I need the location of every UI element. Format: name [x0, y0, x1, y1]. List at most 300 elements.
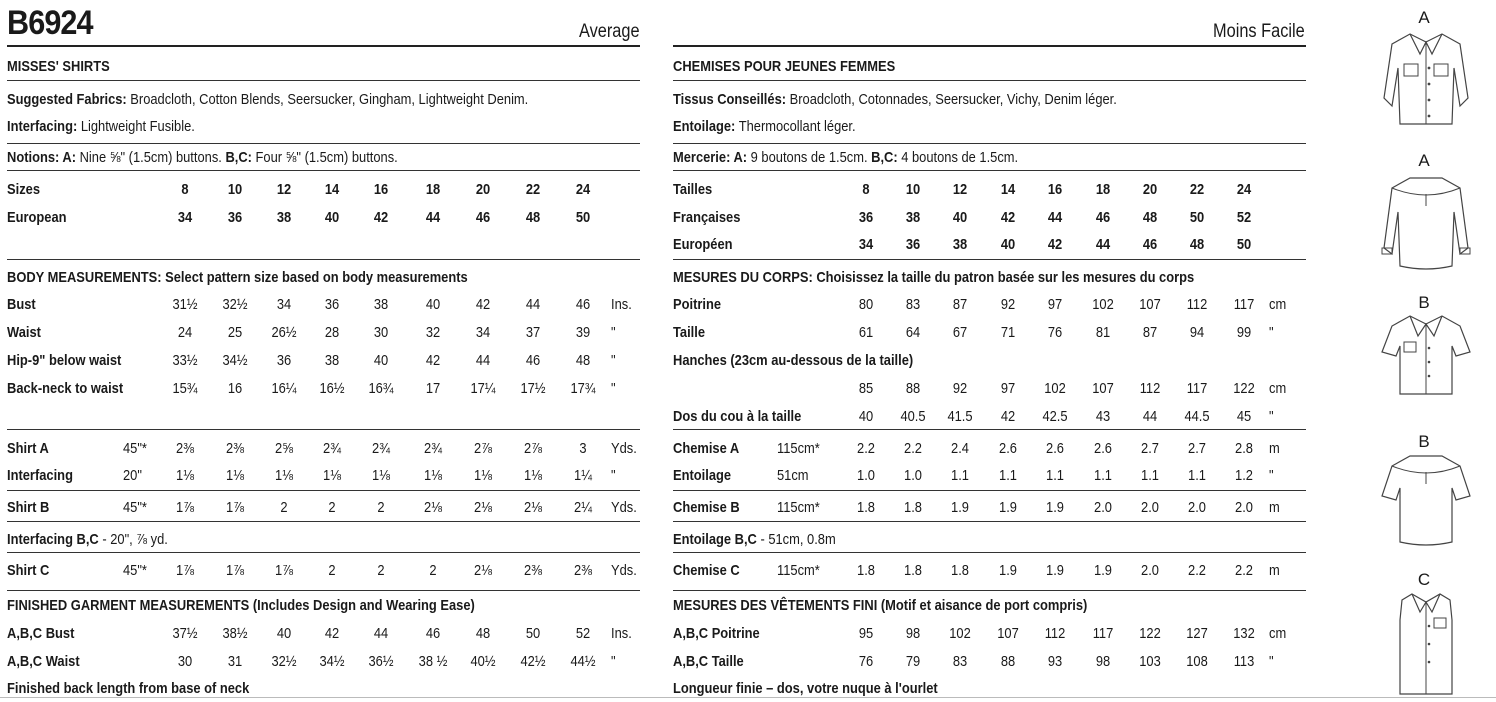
table-cell: 80 — [858, 296, 874, 313]
table-cell: 97 — [1047, 296, 1063, 313]
table-cell: 76 — [858, 653, 874, 670]
table-cell: 83 — [905, 296, 921, 313]
table-cell: 2.2 — [1235, 562, 1253, 579]
table-cell: 92 — [952, 380, 968, 397]
table-cell: 2.7 — [1141, 440, 1159, 457]
difficulty-level-fr: Moins Facile — [1213, 21, 1305, 42]
body-measurements-heading: BODY MEASUREMENTS: Select pattern size based on body measurements — [7, 269, 468, 286]
table-cell: 42½ — [520, 653, 546, 670]
fabric-width: 45"* — [123, 499, 147, 516]
table-cell: 98 — [905, 625, 921, 642]
table-cell: 36 — [324, 296, 340, 313]
table-cell: 1⅞ — [176, 499, 194, 516]
table-cell: 36½ — [368, 653, 394, 670]
table-cell: 33½ — [172, 352, 198, 369]
table-cell: 95 — [858, 625, 874, 642]
table-cell: 37½ — [172, 625, 198, 642]
table-cell: 32½ — [271, 653, 297, 670]
row-label: A,B,C Poitrine — [673, 625, 760, 642]
unit-label: Yds. — [611, 440, 637, 457]
table-cell: 34 — [177, 209, 193, 226]
row-label: Sizes — [7, 181, 40, 198]
table-cell: 42.5 — [1042, 408, 1068, 425]
table-cell: 2⅛ — [424, 499, 442, 516]
table-cell: 71 — [1000, 324, 1016, 341]
table-cell: 40 — [324, 209, 340, 226]
view-letter: A — [1418, 8, 1430, 27]
row-label: Poitrine — [673, 296, 722, 313]
table-cell: 44 — [1047, 209, 1063, 226]
table-cell: 94 — [1189, 324, 1205, 341]
shirt-a-front-illustration — [1380, 28, 1472, 128]
divider — [7, 80, 640, 81]
row-label: Waist — [7, 324, 41, 341]
table-cell: 127 — [1186, 625, 1208, 642]
table-cell: 44 — [525, 296, 541, 313]
table-cell: 112 — [1186, 296, 1208, 313]
table-cell: 2.2 — [857, 440, 875, 457]
table-cell: 50 — [1189, 209, 1205, 226]
table-cell: 38 — [276, 209, 292, 226]
table-cell: 1¼ — [574, 467, 592, 484]
table-cell: 44½ — [570, 653, 596, 670]
table-cell: 1⅞ — [275, 562, 293, 579]
unit-label: " — [1269, 653, 1274, 670]
divider — [673, 552, 1306, 553]
interfacing-line: Interfacing: Lightweight Fusible. — [7, 118, 195, 135]
table-cell: 1.9 — [1046, 499, 1064, 516]
table-cell: 64 — [905, 324, 921, 341]
table-cell: 20 — [1142, 181, 1158, 198]
garment-illustrations — [1352, 0, 1496, 702]
table-cell: 1⅛ — [323, 467, 341, 484]
english-panel — [7, 0, 640, 702]
table-cell: 1⅞ — [226, 499, 244, 516]
table-cell: 2 — [377, 499, 385, 516]
table-cell: 40 — [373, 352, 389, 369]
unit-label: Yds. — [611, 562, 637, 579]
table-cell: 2¾ — [323, 440, 341, 457]
table-cell: 67 — [952, 324, 968, 341]
table-cell: 1.1 — [999, 467, 1017, 484]
divider — [7, 590, 640, 591]
table-cell: 46 — [475, 209, 491, 226]
table-cell: 16 — [373, 181, 389, 198]
row-label: Entoilage — [673, 467, 732, 484]
table-cell: 22 — [525, 181, 541, 198]
table-cell: 2.6 — [1094, 440, 1112, 457]
table-cell: 92 — [1000, 296, 1016, 313]
table-cell: 17 — [425, 380, 441, 397]
fabric-width: 115cm* — [777, 562, 820, 579]
table-cell: 36 — [276, 352, 292, 369]
table-cell: 2⅛ — [524, 499, 542, 516]
row-label: Dos du cou à la taille — [673, 408, 802, 425]
table-cell: 102 — [949, 625, 971, 642]
shirt-c-front-illustration — [1380, 590, 1472, 696]
table-cell: 44 — [1142, 408, 1158, 425]
entoilage-bc-line: Entoilage B,C - 51cm, 0.8m — [673, 531, 836, 548]
table-cell: 1.0 — [857, 467, 875, 484]
table-cell: 2 — [328, 499, 336, 516]
pattern-code: B6924 — [7, 4, 93, 42]
table-cell: 107 — [1139, 296, 1161, 313]
divider — [7, 552, 640, 553]
row-label: Européen — [673, 236, 733, 253]
fabric-width: 51cm — [777, 467, 809, 484]
table-cell: 132 — [1233, 625, 1255, 642]
table-cell: 1.1 — [951, 467, 969, 484]
table-cell: 10 — [227, 181, 243, 198]
table-cell: 39 — [575, 324, 591, 341]
table-cell: 81 — [1095, 324, 1111, 341]
notions-line-fr: Mercerie: A: 9 boutons de 1.5cm. B,C: 4 boutons de 1.5cm. — [673, 149, 1019, 166]
table-cell: 31½ — [172, 296, 198, 313]
view-letter: C — [1417, 570, 1431, 589]
table-cell: 16¼ — [271, 380, 297, 397]
table-cell: 1.9 — [999, 562, 1017, 579]
table-cell: 52 — [1236, 209, 1252, 226]
table-cell: 1.9 — [951, 499, 969, 516]
back-length-label-fr: Longueur finie – dos, votre nuque à l'ourlet — [673, 680, 938, 697]
table-cell: 44 — [475, 352, 491, 369]
table-cell: 42 — [373, 209, 389, 226]
row-label: Chemise A — [673, 440, 740, 457]
table-cell: 24 — [1236, 181, 1252, 198]
table-cell: 107 — [997, 625, 1019, 642]
table-cell: 85 — [858, 380, 874, 397]
table-cell: 48 — [1142, 209, 1158, 226]
table-cell: 1⅛ — [372, 467, 390, 484]
table-cell: 112 — [1044, 625, 1066, 642]
table-cell: 1⅛ — [524, 467, 542, 484]
table-cell: 42 — [1000, 408, 1016, 425]
table-cell: 1.1 — [1141, 467, 1159, 484]
table-cell: 1.9 — [999, 499, 1017, 516]
unit-label: cm — [1269, 296, 1287, 313]
table-cell: 41.5 — [947, 408, 973, 425]
table-cell: 26½ — [271, 324, 297, 341]
table-cell: 122 — [1139, 625, 1161, 642]
table-cell: 76 — [1047, 324, 1063, 341]
unit-label: m — [1269, 499, 1280, 516]
table-cell: 24 — [575, 181, 591, 198]
table-cell: 17¾ — [570, 380, 596, 397]
row-label: Shirt B — [7, 499, 50, 516]
table-cell: 34½ — [222, 352, 248, 369]
unit-label: " — [611, 467, 616, 484]
table-cell: 108 — [1186, 653, 1208, 670]
table-cell: 31 — [227, 653, 243, 670]
table-cell: 1⅞ — [176, 562, 194, 579]
table-cell: 117 — [1186, 380, 1208, 397]
difficulty-level: Average — [579, 21, 640, 42]
fabric-width: 115cm* — [777, 440, 820, 457]
table-cell: 43 — [1095, 408, 1111, 425]
table-cell: 1.8 — [951, 562, 969, 579]
table-cell: 50 — [575, 209, 591, 226]
divider — [7, 429, 640, 430]
table-cell: 16¾ — [368, 380, 394, 397]
row-label: Chemise C — [673, 562, 740, 579]
table-cell: 122 — [1233, 380, 1255, 397]
table-cell: 46 — [1095, 209, 1111, 226]
view-letter: A — [1418, 151, 1430, 170]
table-cell: 113 — [1233, 653, 1255, 670]
table-cell: 40 — [858, 408, 874, 425]
table-cell: 2.7 — [1188, 440, 1206, 457]
table-cell: 2 — [280, 499, 288, 516]
table-cell: 44 — [373, 625, 389, 642]
table-cell: 61 — [858, 324, 874, 341]
table-cell: 2.0 — [1235, 499, 1253, 516]
table-cell: 44 — [1095, 236, 1111, 253]
table-cell: 117 — [1233, 296, 1255, 313]
divider — [673, 80, 1306, 81]
table-cell: 17½ — [520, 380, 546, 397]
table-cell: 30 — [373, 324, 389, 341]
table-cell: 38 — [952, 236, 968, 253]
section-title: MISSES' SHIRTS — [7, 58, 110, 75]
table-cell: 2 — [328, 562, 336, 579]
body-measurements-heading-fr: MESURES DU CORPS: Choisissez la taille du patron basée sur les mesures du corps — [673, 269, 1195, 286]
table-cell: 112 — [1139, 380, 1161, 397]
section-title-fr: CHEMISES POUR JEUNES FEMMES — [673, 58, 896, 75]
table-cell: 1.1 — [1188, 467, 1206, 484]
table-cell: 2⅞ — [524, 440, 542, 457]
table-cell: 1.2 — [1235, 467, 1253, 484]
table-cell: 97 — [1000, 380, 1016, 397]
table-cell: 2.6 — [1046, 440, 1064, 457]
table-cell: 88 — [905, 380, 921, 397]
divider — [7, 143, 640, 144]
row-label: Bust — [7, 296, 36, 313]
page-edge-line — [0, 697, 1496, 698]
row-label: Chemise B — [673, 499, 740, 516]
table-cell: 34 — [475, 324, 491, 341]
view-letter: B — [1418, 432, 1430, 451]
table-cell: 16 — [227, 380, 243, 397]
divider — [673, 490, 1306, 491]
french-panel — [673, 0, 1306, 702]
unit-label: " — [611, 324, 616, 341]
row-label: Taille — [673, 324, 706, 341]
table-cell: 40½ — [470, 653, 496, 670]
fabric-width: 45"* — [123, 562, 147, 579]
unit-label: " — [1269, 324, 1274, 341]
table-cell: 42 — [425, 352, 441, 369]
table-cell: 32 — [425, 324, 441, 341]
table-cell: 10 — [905, 181, 921, 198]
divider — [7, 45, 640, 47]
table-cell: 8 — [181, 181, 189, 198]
table-cell: 24 — [177, 324, 193, 341]
table-cell: 1.1 — [1094, 467, 1112, 484]
table-cell: 102 — [1092, 296, 1114, 313]
table-cell: 32½ — [222, 296, 248, 313]
table-cell: 117 — [1092, 625, 1114, 642]
table-cell: 103 — [1139, 653, 1161, 670]
unit-label: m — [1269, 562, 1280, 579]
shirt-a-back-illustration — [1380, 172, 1472, 272]
fabric-width: 20" — [123, 467, 142, 484]
unit-label: " — [611, 653, 616, 670]
table-cell: 2.0 — [1141, 562, 1159, 579]
divider — [673, 429, 1306, 430]
row-label: European — [7, 209, 67, 226]
table-cell: 38 — [324, 352, 340, 369]
table-cell: 34 — [858, 236, 874, 253]
table-cell: 46 — [1142, 236, 1158, 253]
unit-label: Yds. — [611, 499, 637, 516]
row-label: Hip-9" below waist — [7, 352, 122, 369]
divider — [673, 45, 1306, 47]
table-cell: 1⅛ — [424, 467, 442, 484]
unit-label: " — [611, 380, 616, 397]
table-cell: 25 — [227, 324, 243, 341]
table-cell: 2.0 — [1094, 499, 1112, 516]
divider — [673, 521, 1306, 522]
table-cell: 42 — [475, 296, 491, 313]
table-cell: 2⅞ — [474, 440, 492, 457]
view-letter: B — [1418, 293, 1430, 312]
table-cell: 99 — [1236, 324, 1252, 341]
table-cell: 17¼ — [470, 380, 496, 397]
table-cell: 14 — [324, 181, 340, 198]
table-cell: 18 — [425, 181, 441, 198]
table-cell: 2⅜ — [226, 440, 244, 457]
table-cell: 93 — [1047, 653, 1063, 670]
shirt-b-back-illustration — [1380, 452, 1472, 548]
unit-label: Ins. — [611, 296, 632, 313]
table-cell: 40 — [952, 209, 968, 226]
table-cell: 87 — [952, 296, 968, 313]
table-cell: 16½ — [319, 380, 345, 397]
table-cell: 2⅝ — [275, 440, 293, 457]
table-cell: 44.5 — [1184, 408, 1210, 425]
back-length-label: Finished back length from base of neck — [7, 680, 250, 697]
table-cell: 48 — [1189, 236, 1205, 253]
table-cell: 42 — [1047, 236, 1063, 253]
table-cell: 38 — [905, 209, 921, 226]
table-cell: 83 — [952, 653, 968, 670]
finished-measurements-heading-fr: MESURES DES VÊTEMENTS FINI (Motif et aisance de port compris) — [673, 597, 1088, 614]
table-cell: 50 — [1236, 236, 1252, 253]
table-cell: 40 — [276, 625, 292, 642]
divider — [673, 143, 1306, 144]
table-cell: 1.9 — [1094, 562, 1112, 579]
divider — [7, 521, 640, 522]
table-cell: 18 — [1095, 181, 1111, 198]
fabrics-line-fr: Tissus Conseillés: Broadcloth, Cotonnades, Seersucker, Vichy, Denim léger. — [673, 91, 1117, 108]
fabrics-line: Suggested Fabrics: Broadcloth, Cotton Blends, Seersucker, Gingham, Lightweight Denim. — [7, 91, 529, 108]
table-cell: 52 — [575, 625, 591, 642]
row-label: Back-neck to waist — [7, 380, 124, 397]
interfacing-bc-line: Interfacing B,C - 20", ⅞ yd. — [7, 531, 168, 548]
row-label: Françaises — [673, 209, 741, 226]
table-cell: 42 — [324, 625, 340, 642]
table-cell: 2.8 — [1235, 440, 1253, 457]
divider — [673, 170, 1306, 171]
divider — [7, 490, 640, 491]
table-cell: 48 — [575, 352, 591, 369]
table-cell: 2⅜ — [524, 562, 542, 579]
row-label: Tailles — [673, 181, 713, 198]
table-cell: 42 — [1000, 209, 1016, 226]
row-label: A,B,C Taille — [673, 653, 744, 670]
table-cell: 46 — [525, 352, 541, 369]
table-cell: 2⅛ — [474, 562, 492, 579]
table-cell: 2⅛ — [474, 499, 492, 516]
table-cell: 46 — [575, 296, 591, 313]
table-cell: 2 — [377, 562, 385, 579]
unit-label: " — [611, 352, 616, 369]
divider — [673, 590, 1306, 591]
table-cell: 2¾ — [424, 440, 442, 457]
table-cell: 38½ — [222, 625, 248, 642]
table-cell: 40 — [1000, 236, 1016, 253]
table-cell: 1⅛ — [176, 467, 194, 484]
shirt-b-front-illustration — [1380, 312, 1472, 398]
table-cell: 34 — [276, 296, 292, 313]
table-cell: 1⅛ — [275, 467, 293, 484]
table-cell: 22 — [1189, 181, 1205, 198]
table-cell: 3 — [579, 440, 587, 457]
table-cell: 1.8 — [857, 562, 875, 579]
interfacing-line-fr: Entoilage: Thermocollant léger. — [673, 118, 856, 135]
unit-label: cm — [1269, 380, 1287, 397]
row-label: Hanches (23cm au-dessous de la taille) — [673, 352, 914, 369]
unit-label: Ins. — [611, 625, 632, 642]
table-cell: 34½ — [319, 653, 345, 670]
table-cell: 2¾ — [372, 440, 390, 457]
table-cell: 12 — [952, 181, 968, 198]
table-cell: 2.0 — [1188, 499, 1206, 516]
table-cell: 20 — [475, 181, 491, 198]
table-cell: 2.0 — [1141, 499, 1159, 516]
table-cell: 44 — [425, 209, 441, 226]
table-cell: 12 — [276, 181, 292, 198]
table-cell: 1.9 — [1046, 562, 1064, 579]
table-cell: 2 — [429, 562, 437, 579]
table-cell: 15¾ — [172, 380, 198, 397]
table-cell: 36 — [858, 209, 874, 226]
table-cell: 1⅛ — [226, 467, 244, 484]
unit-label: cm — [1269, 625, 1287, 642]
table-cell: 48 — [525, 209, 541, 226]
table-cell: 87 — [1142, 324, 1158, 341]
table-cell: 88 — [1000, 653, 1016, 670]
table-cell: 1.0 — [904, 467, 922, 484]
table-cell: 28 — [324, 324, 340, 341]
unit-label: m — [1269, 440, 1280, 457]
table-cell: 2.2 — [1188, 562, 1206, 579]
table-cell: 14 — [1000, 181, 1016, 198]
divider — [673, 259, 1306, 260]
row-label: Shirt A — [7, 440, 49, 457]
table-cell: 2.2 — [904, 440, 922, 457]
row-label: A,B,C Bust — [7, 625, 75, 642]
table-cell: 2.4 — [951, 440, 969, 457]
table-cell: 8 — [862, 181, 870, 198]
fabric-width: 115cm* — [777, 499, 820, 516]
table-cell: 1⅛ — [474, 467, 492, 484]
table-cell: 50 — [525, 625, 541, 642]
table-cell: 2⅜ — [176, 440, 194, 457]
table-cell: 38 — [373, 296, 389, 313]
table-cell: 1.8 — [857, 499, 875, 516]
table-cell: 1.8 — [904, 499, 922, 516]
